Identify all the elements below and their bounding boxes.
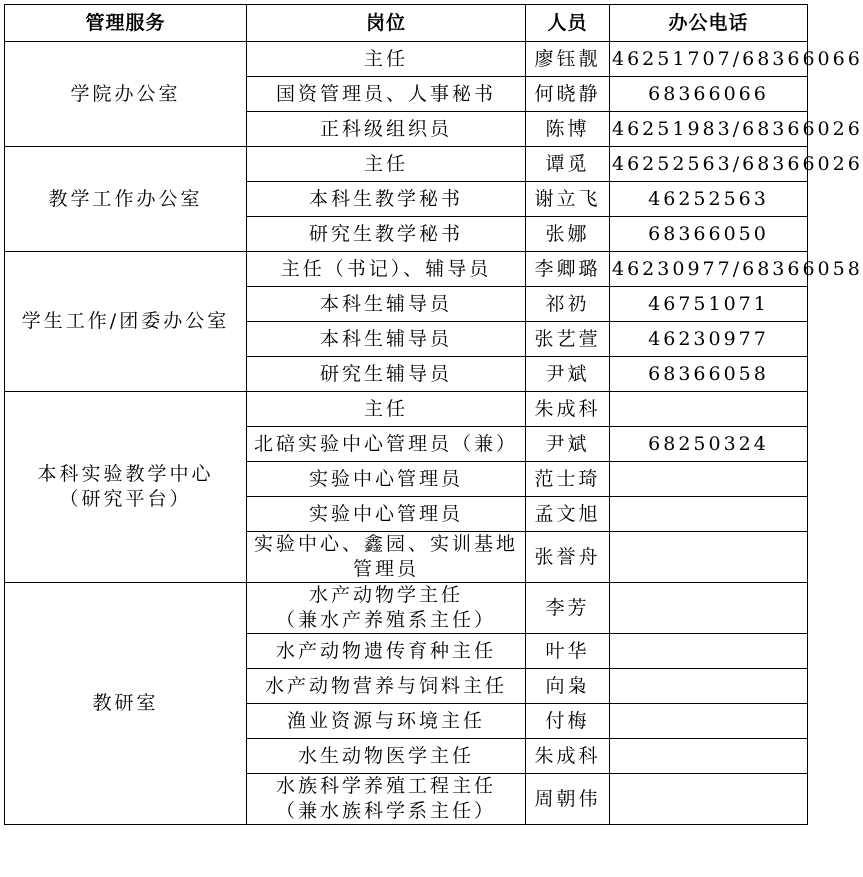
position-line: 研究生教学秘书 xyxy=(308,222,463,245)
position-cell xyxy=(247,182,526,217)
position-line: 主任 xyxy=(363,397,408,420)
position-cell xyxy=(247,357,526,392)
table-row xyxy=(5,42,808,77)
phone-cell xyxy=(610,634,808,669)
person-cell: 张艺萱 xyxy=(526,322,610,357)
phone-cell xyxy=(610,704,808,739)
department-name-line: 本科实验教学中心 xyxy=(37,463,214,485)
position-line: 实验中心、鑫园、实训基地 xyxy=(253,533,518,555)
person-cell: 何晓静 xyxy=(526,77,610,112)
position-cell xyxy=(247,704,526,739)
person-cell: 谭觅 xyxy=(526,147,610,182)
person-cell: 尹斌 xyxy=(526,427,610,462)
position-cell xyxy=(247,427,526,462)
person-cell: 朱成科 xyxy=(526,392,610,427)
department-cell xyxy=(5,252,247,392)
table-row xyxy=(5,392,808,427)
position-line: 水产动物遗传育种主任 xyxy=(275,639,496,662)
phone-cell: 46252563 xyxy=(610,182,808,217)
position-cell xyxy=(247,583,526,634)
person-cell: 周朝伟 xyxy=(526,774,610,825)
phone-cell: 68250324 xyxy=(610,427,808,462)
position-line: 研究生辅导员 xyxy=(319,362,452,385)
position-cell xyxy=(247,392,526,427)
department-name-line: 教学工作办公室 xyxy=(48,187,203,210)
department-name-line: 学院办公室 xyxy=(70,82,181,105)
phone-cell: 46251983/68366026 xyxy=(610,112,808,147)
phone-cell xyxy=(610,774,808,825)
position-line: 水产动物营养与饲料主任 xyxy=(264,674,507,697)
person-cell: 李卿璐 xyxy=(526,252,610,287)
position-cell xyxy=(247,462,526,497)
phone-cell xyxy=(610,532,808,583)
position-line: 实验中心管理员 xyxy=(308,467,463,490)
position-cell xyxy=(247,532,526,583)
position-line: 正科级组织员 xyxy=(319,117,452,140)
header-dept: 管理服务 xyxy=(5,5,247,42)
position-line: 主任（书记）、辅导员 xyxy=(280,257,492,280)
position-line: 水族科学养殖工程主任 xyxy=(275,775,496,797)
position-cell xyxy=(247,287,526,322)
phone-cell: 68366050 xyxy=(610,217,808,252)
position-cell xyxy=(247,739,526,774)
department-name-line: 学生工作/团委办公室 xyxy=(21,310,230,332)
person-cell: 祁礽 xyxy=(526,287,610,322)
position-cell xyxy=(247,252,526,287)
position-cell xyxy=(247,42,526,77)
position-line: 渔业资源与环境主任 xyxy=(286,709,485,732)
phone-cell: 68366066 xyxy=(610,77,808,112)
department-cell xyxy=(5,147,247,252)
table-row xyxy=(5,583,808,634)
person-cell: 张誉舟 xyxy=(526,532,610,583)
position-cell xyxy=(247,77,526,112)
position-cell xyxy=(247,634,526,669)
department-cell xyxy=(5,583,247,825)
header-position: 岗位 xyxy=(247,5,526,42)
header-phone: 办公电话 xyxy=(610,5,808,42)
phone-cell xyxy=(610,669,808,704)
department-cell xyxy=(5,392,247,583)
position-line: 北碚实验中心管理员（兼） xyxy=(253,432,518,455)
position-line: 水产动物学主任 xyxy=(308,584,463,606)
position-line: （兼水族科学系主任） xyxy=(275,800,496,822)
person-cell: 谢立飞 xyxy=(526,182,610,217)
staff-directory-table xyxy=(4,4,863,825)
header-person: 人员 xyxy=(526,5,610,42)
position-line: 管理员 xyxy=(352,558,419,580)
position-cell xyxy=(247,217,526,252)
person-cell: 叶华 xyxy=(526,634,610,669)
phone-cell: 46230977/68366058 xyxy=(610,252,808,287)
phone-cell xyxy=(610,739,808,774)
position-cell xyxy=(247,322,526,357)
person-cell: 张娜 xyxy=(526,217,610,252)
position-line: 水生动物医学主任 xyxy=(297,744,474,767)
person-cell: 李芳 xyxy=(526,583,610,634)
phone-cell: 46751071 xyxy=(610,287,808,322)
position-cell xyxy=(247,497,526,532)
phone-cell xyxy=(610,497,808,532)
person-cell: 范士琦 xyxy=(526,462,610,497)
position-cell xyxy=(247,147,526,182)
phone-cell xyxy=(610,462,808,497)
position-cell xyxy=(247,774,526,825)
position-line: 国资管理员、人事秘书 xyxy=(275,82,496,105)
header-row xyxy=(5,5,808,42)
person-cell: 孟文旭 xyxy=(526,497,610,532)
phone-cell xyxy=(610,583,808,634)
phone-cell xyxy=(610,392,808,427)
person-cell: 付梅 xyxy=(526,704,610,739)
department-name-line: 教研室 xyxy=(92,692,159,714)
position-line: 实验中心管理员 xyxy=(308,502,463,525)
person-cell: 向枭 xyxy=(526,669,610,704)
department-name-line: （研究平台） xyxy=(59,488,192,510)
person-cell: 廖钰靓 xyxy=(526,42,610,77)
table-row xyxy=(5,252,808,287)
position-line: 本科生辅导员 xyxy=(319,327,452,350)
phone-cell: 46251707/68366066 xyxy=(610,42,808,77)
table-row xyxy=(5,147,808,182)
phone-cell: 68366058 xyxy=(610,357,808,392)
position-cell xyxy=(247,669,526,704)
position-line: （兼水产养殖系主任） xyxy=(275,609,496,631)
department-cell xyxy=(5,42,247,147)
position-cell xyxy=(247,112,526,147)
phone-cell: 46252563/68366026 xyxy=(610,147,808,182)
person-cell: 陈博 xyxy=(526,112,610,147)
position-line: 本科生辅导员 xyxy=(319,292,452,315)
person-cell: 尹斌 xyxy=(526,357,610,392)
person-cell: 朱成科 xyxy=(526,739,610,774)
position-line: 主任 xyxy=(363,152,408,175)
position-line: 本科生教学秘书 xyxy=(308,187,463,210)
phone-cell: 46230977 xyxy=(610,322,808,357)
position-line: 主任 xyxy=(363,47,408,70)
roster-body xyxy=(5,42,863,825)
